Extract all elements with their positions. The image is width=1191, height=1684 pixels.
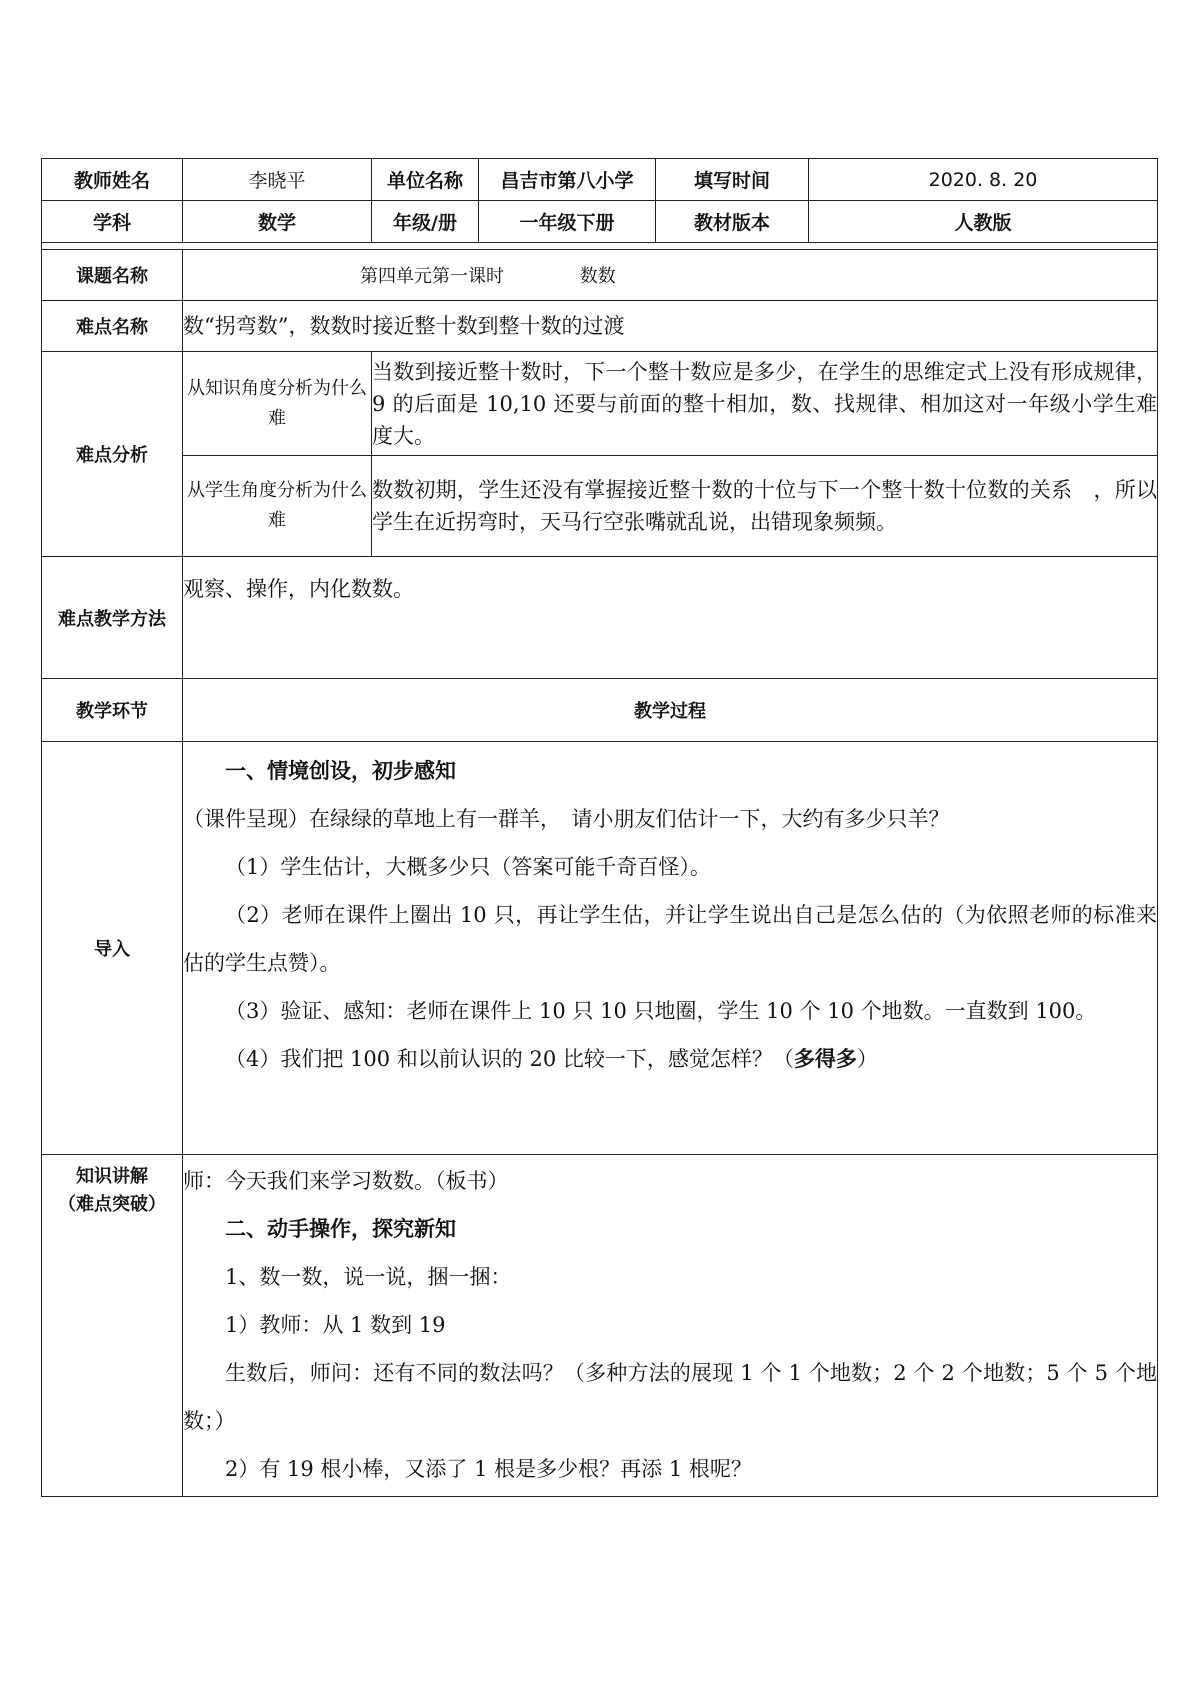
teacher-value: 李晓平 (183, 159, 372, 201)
topic-name: 数数 (579, 266, 616, 287)
date-value: 2020. 8. 20 (809, 159, 1158, 201)
student-angle-label: 从学生角度分析为什么难 (183, 456, 372, 557)
knowledge-paragraph-2: 1、数一数，说一说，捆一捆： (225, 1265, 512, 1289)
intro-paragraph-5-end: ） (856, 1047, 878, 1071)
info-row-1 (42, 159, 1158, 201)
process-header-row (42, 679, 1158, 742)
unit-label: 单位名称 (372, 159, 479, 201)
topic-row (42, 250, 1158, 301)
knowledge-paragraph-1: 师：今天我们来学习数数。（板书） (183, 1169, 509, 1193)
stage-header: 教学环节 (42, 679, 183, 742)
intro-paragraph-5-bold: 多得多 (793, 1047, 857, 1071)
knowledge-paragraph-3: 1）教师：从 1 数到 19 (225, 1313, 446, 1337)
method-row (42, 557, 1158, 679)
edition-label: 教材版本 (656, 201, 809, 243)
topic-value (183, 250, 1158, 301)
subject-value: 数学 (183, 201, 372, 243)
knowledge-heading: 二、动手操作，探究新知 (225, 1217, 456, 1241)
intro-paragraph-3: （2）老师在课件上圈出 10 只，再让学生估，并让学生说出自己是怎么估的（为依照老师的标准来估的学生点赞）。 (183, 903, 1157, 975)
intro-row (42, 742, 1158, 1155)
method-value: 观察、操作，内化数数。 (183, 557, 1158, 679)
edition-value: 人教版 (809, 201, 1158, 243)
knowledge-angle-text: 当数到接近整十数时，下一个整十数应是多少，在学生的思维定式上没有形成规律，9 的后面是 10,10 还要与前面的整十相加，数、找规律、相加这对一年级小学生难度大。 (372, 352, 1158, 456)
knowledge-paragraph-4: 生数后，师问：还有不同的数法吗？（多种方法的展现 1 个 1 个地数；2 个 2 个地数；5 个 5 个地数；） (183, 1361, 1157, 1433)
topic-lesson: 第四单元第一课时 (360, 266, 504, 287)
knowledge-row (42, 1155, 1158, 1497)
process-header: 教学过程 (183, 679, 1158, 742)
difficulty-value: 数“拐弯数”，数数时接近整十数到整十数的过渡 (183, 301, 1158, 352)
intro-paragraph-2: （1）学生估计，大概多少只（答案可能千奇百怪）。 (225, 855, 711, 879)
analysis-row-student (42, 456, 1158, 557)
teacher-label: 教师姓名 (42, 159, 183, 201)
knowledge-paragraph-5: 2）有 19 根小棒，又添了 1 根是多少根？再添 1 根呢？ (225, 1457, 752, 1481)
knowledge-content (183, 1155, 1158, 1497)
lesson-plan-table (41, 158, 1158, 1497)
topic-label: 课题名称 (42, 250, 183, 301)
difficulty-label: 难点名称 (42, 301, 183, 352)
unit-value: 昌吉市第八小学 (479, 159, 656, 201)
grade-value: 一年级下册 (479, 201, 656, 243)
info-row-2 (42, 201, 1158, 243)
spacer-row (42, 243, 1158, 250)
method-label: 难点教学方法 (42, 557, 183, 679)
date-label: 填写时间 (656, 159, 809, 201)
knowledge-label-line-2: （难点突破） (58, 1194, 166, 1215)
intro-paragraph-5-main: （4）我们把 100 和以前认识的 20 比较一下，感觉怎样？（ (225, 1047, 794, 1071)
intro-label: 导入 (42, 742, 183, 1155)
intro-paragraph-5 (183, 1035, 1157, 1083)
intro-paragraph-4: （3）验证、感知：老师在课件上 10 只 10 只地圈，学生 10 个 10 个地数。一直数到 100。 (225, 999, 1097, 1023)
grade-label: 年级/册 (372, 201, 479, 243)
student-angle-text: 数数初期，学生还没有掌握接近整十数的十位与下一个整十数十位数的关系 ，所以学生在近拐弯时，天马行空张嘴就乱说，出错现象频频。 (372, 456, 1158, 557)
analysis-row-knowledge (42, 352, 1158, 456)
intro-heading: 一、情境创设，初步感知 (225, 759, 456, 783)
knowledge-label-line-1: 知识讲解 (76, 1166, 148, 1187)
analysis-label: 难点分析 (42, 352, 183, 557)
spacer-cell (42, 243, 1158, 250)
subject-label: 学科 (42, 201, 183, 243)
knowledge-label (42, 1155, 183, 1497)
intro-content (183, 742, 1158, 1155)
knowledge-angle-label: 从知识角度分析为什么难 (183, 352, 372, 456)
difficulty-row (42, 301, 1158, 352)
intro-paragraph-1: （课件呈现）在绿绿的草地上有一群羊， 请小朋友们估计一下，大约有多少只羊？ (183, 807, 950, 831)
